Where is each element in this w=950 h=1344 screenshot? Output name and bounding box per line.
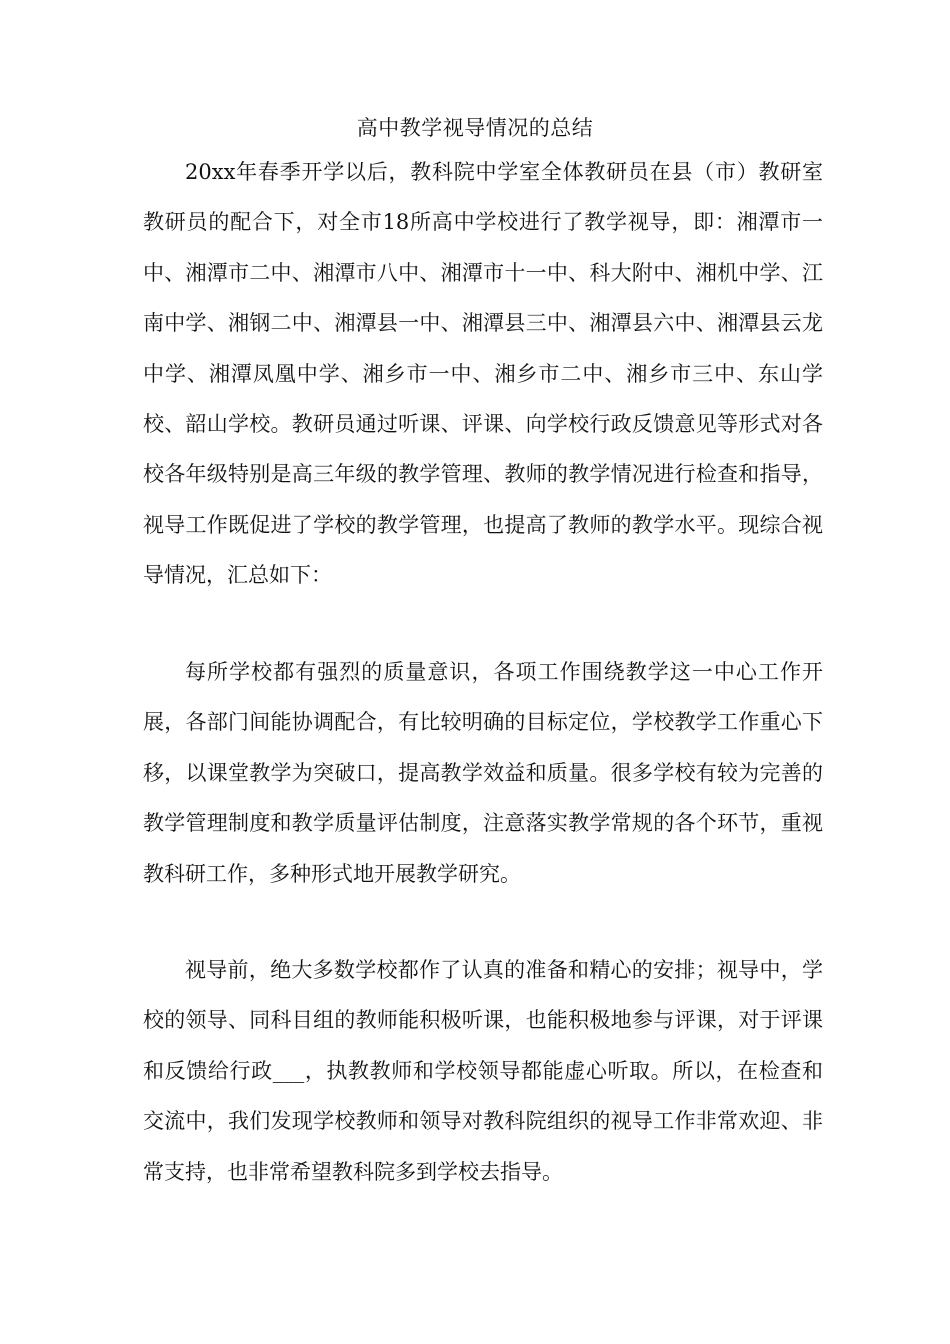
- paragraph-preparation: 视导前，绝大多数学校都作了认真的准备和精心的安排；视导中，学校的领导、同科目组的教师能积极听课，也能积极地参与评课，对于评课和反馈给行政___，执教教师和学校领导都能虚心听取。所以，在检查和交流中，我们发现学校教师和领导对教科院组织的视导工作非常欢迎、非常支持，也非常希望教科院多到学校去指导。: [143, 958, 823, 1184]
- document-title: 高中教学视导情况的总结: [356, 116, 594, 140]
- paragraph-intro: 20xx年春季开学以后，教科院中学室全体教研员在县（市）教研室教研员的配合下，对全市18所高中学校进行了教学视导，即：湘潭市一中、湘潭市二中、湘潭市八中、湘潭市十一中、科大附中、湘机中学、江南中学、湘钢二中、湘潭县一中、湘潭县三中、湘潭县六中、湘潭县云龙中学、湘潭凤凰中学、湘乡市一中、湘乡市二中、湘乡市三中、东山学校、韶山学校。教研员通过听课、评课、向学校行政反馈意见等形式对各校各年级特别是高三年级的教学管理、教师的教学情况进行检查和指导，视导工作既促进了学校的教学管理，也提高了教师的教学水平。现综合视导情况，汇总如下：: [143, 160, 823, 588]
- paragraph-quality: 每所学校都有强烈的质量意识，各项工作围绕教学这一中心工作开展，各部门间能协调配合，有比较明确的目标定位，学校教学工作重心下移，以课堂教学为突破口，提高教学效益和质量。很多学校有较为完善的教学管理制度和教学质量评估制度，注意落实教学常规的各个环节，重视教科研工作，多种形式地开展教学研究。: [143, 660, 823, 886]
